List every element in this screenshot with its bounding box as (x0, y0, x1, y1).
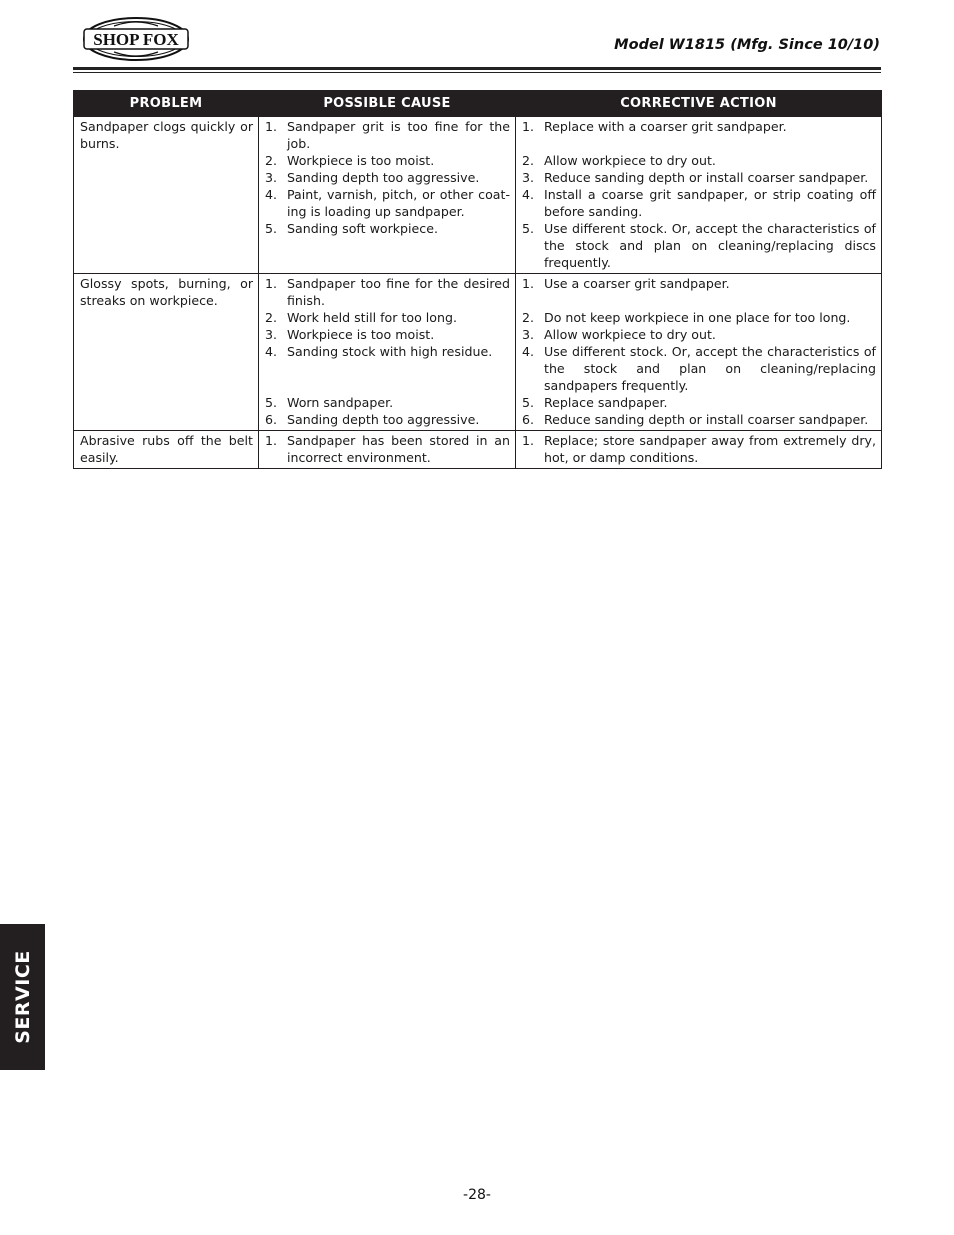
list-item: 1. Use a coarser grit sandpaper. (522, 276, 730, 291)
problem-cell: Abrasive rubs off the belt easily. (74, 431, 259, 469)
list-item: 6. Reduce sanding depth or install coarser sandpaper. (522, 412, 869, 427)
action-cell (516, 117, 882, 274)
list-item: 4. Install a coarse grit sandpaper, or strip coating off before sanding. (522, 187, 876, 219)
table-row (74, 274, 882, 431)
header-problem: PROBLEM (74, 91, 259, 117)
list-item: 5. Use different stock. Or, accept the characteristics of the stock and plan on cleaning/replacing discs frequently. (522, 221, 876, 270)
list-item: 5. Worn sandpaper. (265, 395, 394, 410)
problem-cell: Glossy spots, burning, or streaks on workpiece. (74, 274, 259, 431)
list-item: 5. Replace sandpaper. (522, 395, 668, 410)
list-item: 1. Replace; store sandpaper away from extremely dry, hot, or damp conditions. (522, 433, 876, 465)
list-item: 4. Sanding stock with high residue. (265, 344, 493, 359)
list-item: 1. Sandpaper has been stored in an incorrect environment. (265, 433, 510, 465)
header-rule-thin (73, 72, 881, 73)
list-item: 2. Allow workpiece to dry out. (522, 153, 716, 168)
list-item: 4. Paint, varnish, pitch, or other coat-ing is loading up sandpaper. (265, 187, 510, 219)
cause-cell (259, 117, 516, 274)
section-tab-service (0, 924, 45, 1070)
cause-cell (259, 274, 516, 431)
table-header-row (74, 91, 882, 117)
list-item: 2. Do not keep workpiece in one place for too long. (522, 310, 851, 325)
header-corrective-action: CORRECTIVE ACTION (516, 91, 882, 117)
shop-fox-logo (82, 16, 190, 62)
model-title: Model W1815 (Mfg. Since 10/10) (614, 37, 880, 53)
section-tab-label: SERVICE (11, 950, 34, 1044)
list-item: 2. Workpiece is too moist. (265, 153, 435, 168)
action-cell (516, 274, 882, 431)
list-item: 3. Allow workpiece to dry out. (522, 327, 716, 342)
table-row (74, 431, 882, 469)
list-item: 4. Use different stock. Or, accept the characteristics of the stock and plan on cleaning/replacing sandpapers frequently. (522, 344, 876, 393)
cause-cell (259, 431, 516, 469)
list-item: 1. Sandpaper too fine for the desired finish. (265, 276, 510, 308)
header-possible-cause: POSSIBLE CAUSE (259, 91, 516, 117)
page-number: -28- (463, 1187, 491, 1203)
svg-text:SHOP FOX: SHOP FOX (93, 30, 179, 49)
header-rule-thick (73, 67, 881, 70)
list-item: 3. Workpiece is too moist. (265, 327, 435, 342)
problem-cell: Sandpaper clogs quickly or burns. (74, 117, 259, 274)
list-item: 1. Replace with a coarser grit sandpaper. (522, 119, 787, 134)
action-cell (516, 431, 882, 469)
list-item: 3. Reduce sanding depth or install coarser sandpaper. (522, 170, 869, 185)
list-item: 6. Sanding depth too aggressive. (265, 412, 480, 427)
list-item: 3. Sanding depth too aggressive. (265, 170, 480, 185)
list-item: 2. Work held still for too long. (265, 310, 457, 325)
list-item: 5. Sanding soft workpiece. (265, 221, 438, 236)
list-item: 1. Sandpaper grit is too fine for the job. (265, 119, 510, 151)
table-row (74, 117, 882, 274)
troubleshooting-table (73, 90, 882, 469)
